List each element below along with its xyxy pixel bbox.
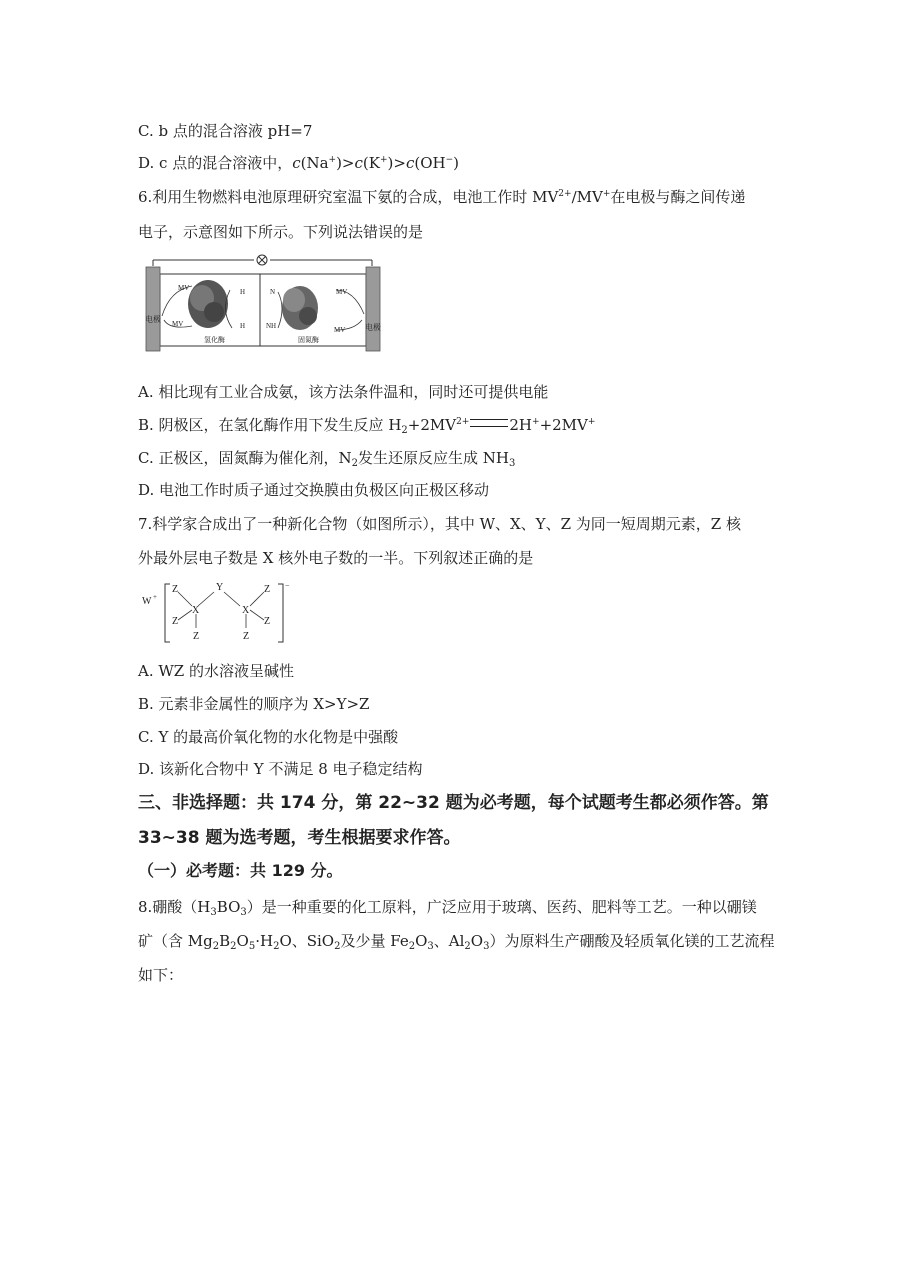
expr-c: c — [405, 154, 415, 172]
q6-mv-charge: + — [602, 189, 611, 199]
atom-x: X — [242, 605, 250, 616]
subscript: 2 — [273, 941, 280, 952]
q7-option-b-text: B. 元素非金属性的顺序为 X>Y>Z — [138, 695, 370, 713]
superscript: + — [587, 417, 596, 427]
cation-charge: + — [153, 593, 157, 601]
subscript: 2 — [212, 941, 220, 952]
expr-k: (K — [362, 154, 380, 172]
q8-text: O — [470, 932, 484, 950]
q7-stem-line1 — [138, 514, 741, 534]
q6-option-b — [138, 415, 595, 435]
q7-stem-text: 7.科学家合成出了一种新化合物（如图所示），其中 W、X、Y、Z 为同一短周期元素，Z 核 — [138, 515, 741, 533]
subscript: 2 — [408, 941, 416, 952]
expr-c: c — [292, 154, 301, 172]
subscript: 2 — [464, 941, 471, 952]
q8-text: 及少量 Fe — [340, 932, 409, 950]
expr-c: c — [354, 154, 363, 172]
q7-stem-text: 外最外层电子数是 X 核外电子数的一半。下列叙述正确的是 — [138, 549, 534, 567]
subscript: 3 — [210, 907, 217, 918]
q8-text: ）为原料生产硼酸及轻质氧化镁的工艺流程 — [489, 932, 775, 950]
q7-stem-line2 — [138, 548, 533, 568]
subscript: 2 — [230, 941, 237, 952]
q8-text: 8.硼酸（H — [138, 898, 211, 916]
sub-heading — [138, 861, 343, 881]
q8-text: 矿（含 Mg — [138, 932, 213, 950]
q6-option-c — [138, 448, 515, 468]
subscript: 3 — [240, 907, 247, 918]
q6-stem-after: 在电极与酶之间传递 — [610, 188, 746, 206]
q8-text: O、SiO — [279, 932, 335, 950]
mv-label: MV — [172, 320, 184, 328]
subscript: 2 — [351, 458, 358, 469]
expr-na: (Na — [300, 154, 329, 172]
q6-option-c-text: C. 正极区，固氮酶为催化剂，N — [138, 449, 352, 467]
q7-structure-diagram — [140, 578, 300, 648]
left-electrode-label: 电极 — [145, 315, 161, 324]
q5-option-c-text: C. b 点的混合溶液 pH=7 — [138, 122, 313, 140]
section-heading-line2 — [138, 827, 460, 849]
q6-option-d-text: D. 电池工作时质子通过交换膜由负极区向正极区移动 — [138, 481, 490, 499]
expr-na-charge: + — [328, 155, 337, 165]
atom-z: Z — [193, 631, 200, 642]
atom-z: Z — [172, 584, 179, 595]
h-plus-label: H — [240, 322, 246, 330]
q8-text: O — [415, 932, 428, 950]
expr-k-charge: + — [379, 155, 388, 165]
expr-close: ) — [453, 154, 459, 172]
q5-option-d — [138, 153, 459, 173]
subscript: 2 — [334, 941, 341, 952]
q8-text: ）是一种重要的化工原料，广泛应用于玻璃、医药、肥料等工艺。一种以硼镁 — [246, 898, 757, 916]
q6-option-a — [138, 382, 548, 402]
nitrogenase-label: 固氮酶 — [298, 336, 319, 344]
q8-stem-line1 — [138, 897, 757, 917]
q5-option-d-prefix: D. c 点的混合溶液中， — [138, 154, 293, 172]
left-electrode — [146, 267, 160, 351]
q8-text: 、Al — [433, 932, 465, 950]
q8-text: B — [219, 932, 231, 950]
hydrogenase-enzyme-icon — [188, 280, 228, 328]
q7-option-d — [138, 759, 423, 779]
mv-label: MV — [178, 284, 190, 292]
q8-stem-line2 — [138, 931, 775, 951]
q6-option-b-text: 2H — [509, 416, 533, 434]
sub-heading-text: （一）必考题：共 129 分。 — [138, 861, 343, 880]
section-heading-text: 三、非选择题：共 174 分，第 22~32 题为必考题，每个试题考生都必须作答。第 — [138, 793, 769, 813]
q6-stem-text: 6.利用生物燃料电池原理研究室温下氨的合成，电池工作时 MV — [138, 188, 559, 206]
q6-option-b-text: B. 阴极区，在氢化酶作用下发生反应 H — [138, 416, 402, 434]
anion-charge: − — [285, 581, 290, 590]
subscript: 5 — [248, 941, 256, 952]
q6-option-a-text: A. 相比现有工业合成氨，该方法条件温和，同时还可提供电能 — [138, 383, 549, 401]
q6-stem-mid: /MV — [571, 188, 603, 206]
atom-z: Z — [264, 584, 271, 595]
right-electrode — [366, 267, 380, 351]
q8-text: 如下： — [138, 966, 184, 984]
q7-option-c-text: C. Y 的最高价氧化物的水化物是中强酸 — [138, 728, 399, 746]
mv-label: MV — [334, 326, 346, 334]
expr-oh: (OH — [414, 154, 446, 172]
q8-text: ·H — [255, 932, 274, 950]
cation-w: W — [142, 596, 152, 607]
q5-option-c — [138, 121, 312, 141]
atom-y: Y — [216, 582, 224, 593]
section-heading-line1 — [138, 792, 769, 814]
n2-label: N — [270, 288, 276, 296]
nh3-label: NH — [266, 322, 277, 330]
hydrogenase-label: 氢化酶 — [204, 336, 225, 344]
superscript: + — [532, 417, 540, 427]
q6-option-b-text: +2MV — [407, 416, 457, 434]
q6-option-c-text: 发生还原反应生成 NH — [357, 449, 509, 467]
atom-z: Z — [172, 616, 179, 627]
q8-stem-line3 — [138, 965, 183, 985]
q7-option-a — [138, 661, 294, 681]
subscript: 3 — [427, 941, 434, 952]
superscript: 2+ — [456, 417, 470, 427]
q6-fuel-cell-diagram — [140, 250, 390, 353]
q6-option-b-text: +2MV — [539, 416, 588, 434]
q7-option-d-text: D. 该新化合物中 Y 不满足 8 电子稳定结构 — [138, 760, 423, 778]
q8-text: O — [236, 932, 249, 950]
subscript: 2 — [401, 425, 408, 436]
q6-stem-line1 — [138, 187, 745, 207]
expr-gt: )> — [336, 154, 355, 172]
expr-gt: )> — [387, 154, 406, 172]
q6-stem-text: 电子，示意图如下所示。下列说法错误的是 — [138, 223, 424, 241]
atom-z: Z — [243, 631, 250, 642]
lamp-icon — [257, 255, 267, 265]
q7-option-a-text: A. WZ 的水溶液呈碱性 — [138, 662, 294, 680]
subscript: 3 — [508, 458, 516, 469]
q8-text: BO — [216, 898, 241, 916]
q7-option-b — [138, 694, 369, 714]
q6-stem-line2 — [138, 222, 423, 242]
equals-sign — [470, 419, 508, 427]
right-electrode-label: 电极 — [365, 323, 381, 332]
mv-label: MV — [336, 288, 348, 296]
nitrogenase-enzyme-icon — [282, 286, 318, 330]
expr-oh-charge: − — [445, 155, 454, 165]
atom-z: Z — [264, 616, 271, 627]
h2-label: H — [240, 288, 246, 296]
q7-option-c — [138, 727, 398, 747]
q6-option-d — [138, 480, 489, 500]
q6-mv-charge: 2+ — [558, 189, 572, 199]
subscript: 3 — [483, 941, 490, 952]
atom-x: X — [192, 605, 200, 616]
section-heading-text: 33~38 题为选考题，考生根据要求作答。 — [138, 828, 461, 848]
